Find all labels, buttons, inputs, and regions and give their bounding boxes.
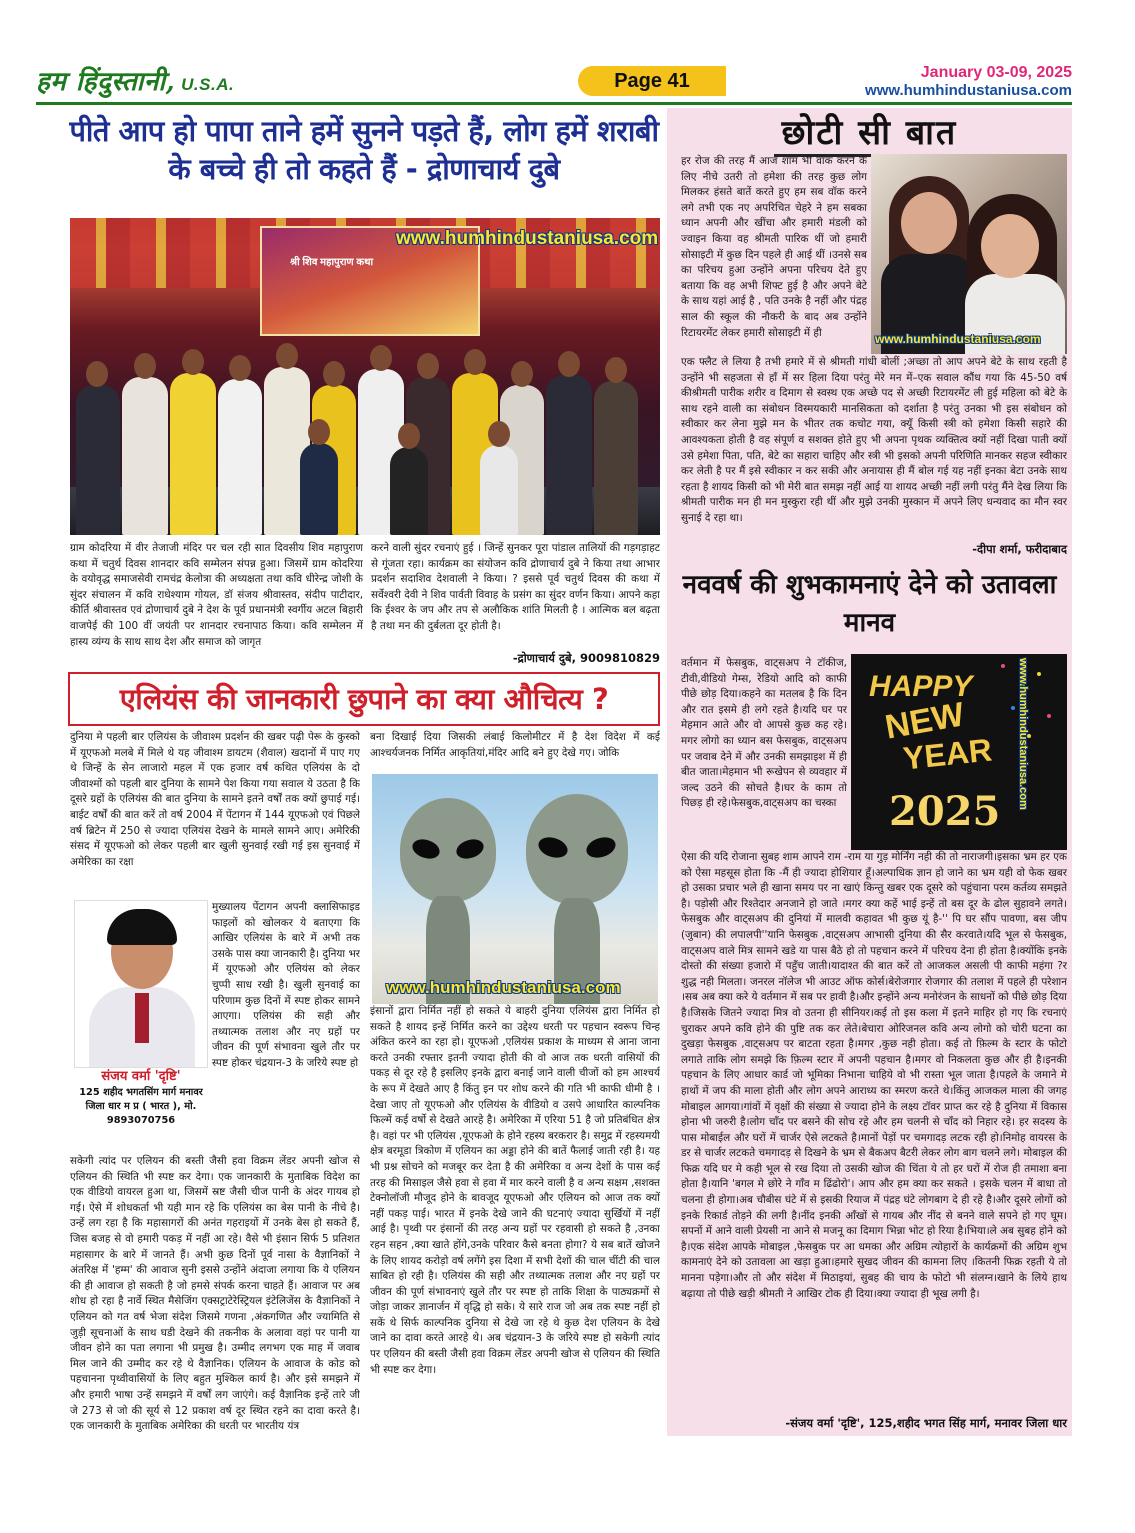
- story1-column-1: ग्राम कोदरिया में वीर तेजाजी मंदिर पर चल रही सात दिवसीय शिव महापुराण कथा में चतुर्थ दिवस शानदार कवि सम्मेलन संपन्न हुआ। जिसमें ग्राम कोदरिया के वयोवृद्ध समाजसेवी रामचंद्र केलोत्रा की अध्यक्षता तथा कवि धीरेन्द्र जोशी के सुंदर संचालन में कवि राधेश्याम गोयल, डॉ संजय श्रीवास्तव, संदीप पाटीदार, कीर्ति श्रीवास्तव एवं द्रोणाचार्य दुबे ने देश के पूर्व प्रधानमंत्री स्वर्गीय अटल बिहारी वाजपेई की 100 वीं जयंती पर शानदार रचनापाठ किया। कवि सम्मेलन में हास्य व्यंग्य के साथ साथ देश और समाज को जागृत: [70, 542, 363, 648]
- page-number-badge: Page 41: [578, 66, 726, 96]
- author-name: संजय वर्मा 'दृष्टि': [101, 1069, 181, 1084]
- year-number: 2025: [889, 788, 1001, 835]
- story1-credit: -द्रोणाचार्य दुबे, 9009810829: [512, 651, 660, 665]
- new-text: NEW: [882, 695, 968, 747]
- story3-text-b: एक फ्लैट ले लिया है तभी हमारे में से श्रीमती गांधी बोलीं ;अच्छा तो आप अपने बेटे के साथ रहती है उन्होंने भी सहजता से हाँ में सर हिला दिया परंतु मेरे मन में–एक सवाल कौंध गया कि 45-50 वर्ष कीश्रीमती पारीक शरीर व दिमाग से स्वस्थ एक अच्छे पद से अच्छी रिटायरमेंट ली हुई महिला को बेटे के साथ रहने वाली का संबोधन विस्मयकारी मानसिकता को दर्शाता है परंतु उनका भी इस संबोधन को स्वीकार कर लेना मुझे मन के भीतर तक कचोट गया, क्यूँ किसी स्त्री को हमेशा किसी सहारे की आवश्यकता होती है वह संपूर्ण व सशक्त होते हुए भी अपना पृथक व्यक्तित्व क्यों नहीं दिखा पाती क्यों उसे हमेशा पिता, पति, बेटे का सहारा चाहिए और स्त्री भी इसको अपनी परिणिति मानकर सहज स्वीकार कर लेती है पर मैं इसे स्वीकार न कर सकी और अनायास ही मैं बोल गई यह नहीं इनका बेटा उनके साथ रहता है शायद किसी को भी मेरी बात समझ नहीं आई या शायद अच्छी नहीं लगी परंतु मैंने देख लिया कि श्रीमती पारीक मन ही मन मुस्कुरा रही थीं और मुझे उनकी मुस्कान में अपने लिए धन्यवाद का मौन स्वर सुनाई दे रहा था।: [681, 356, 1067, 524]
- story3-photo: [871, 154, 1067, 354]
- author-address: 125 शहीद भगतसिंग मार्ग मनावर जिला धार म प्र ( भारत ), मो. 9893070756: [79, 1087, 203, 1126]
- year-text: YEAR: [901, 731, 994, 777]
- happy-new-year-image: [851, 654, 1067, 850]
- photo-watermark: www.humhindustaniusa.com: [396, 228, 659, 249]
- story4-title: नववर्ष की शुभकामनाएं देने को उतावला मानव: [682, 570, 1057, 638]
- crowd: [70, 315, 660, 535]
- story2-column-a: दुनिया मे पहली बार एलियंस के जीवाश्म प्रदर्शन की खबर पढ़ी पेरू के कुस्को में यूएफओ मलबे में मिले थे यह जीवाश्म डायटम (शैवाल) खदानों में पाए गए थे जिन्हें के सेन लाजारो महल में एक हजार वर्ष कथित एलियंस के दो जीवाश्मों को पहली बार दुनिया के सामने पेश किया गया सवाल ये उठता है कि दूसरे ग्रहों के एलियंस की बात दुनिया के सामने इतने वर्षों तक क्यों छुपाई गई। बाईट वर्षों की बात करें तो वर्ष 2004 में पेंटागन में 144 यूएफओ एवं पिछले वर्ष ब्रिटेन में 250 से ज्यादा एलियंस देखने के मामले सामने आए। अमेरिकी संसद में यूएफओ को लेकर पहली बार खुली सुनवाई रखी गई इस सुनवाई में अमेरिका का रक्षा: [70, 731, 360, 868]
- story2-column-c: इंसानों द्वारा निर्मित नहीं हो सकते ये बाहरी दुनिया एलियंस द्वारा निर्मित हो सकते है शायद इन्हें निर्मित करने का उद्देश्य धरती पर पहचान स्वरूप चिन्ह अंकित करने का रहा हो। यूएफओ ,एलियंस प्रकाश के माध्यम से आना जाना करते उनकी रफ्तार इतनी ज्यादा होती की वो आज तक धरती वासियों की पकड़ से दूर रहे है इसलिए इनके द्वारा बनाई जाने वाली चीजों को हम आश्चर्य के रूप में देखते आए है किंतु इन पर शोध करने की गति भी काफी धीमी है । देखा जाए तो यूएफओ और एलियंस के वीडियो व उसपे आधारित काल्पनिक फिल्में कई वर्षो से देखते आरहे है। अमेरिका में एरिया 51 है जो प्रतिबंधित क्षेत्र है। वहां पर भी एलियंस ,यूएफओ के होने रहस्य बरकरार है। समुद्र में रहस्यमयी क्षेत्र बरमूडा त्रिकोण में एलियन का अड्डा होने की बातें फैलाई जाती रही है। यह भी प्रश्न सोचने को मजबूर कर देता है की अमेरिका व अन्य देशों के पास कई तरह की मिसाइल जैसे हवा से हवा में मार करने वाली है व अन्य सक्षम ,सशक्त टेक्नोलॉजी मौजूद होने के बावजूद यूएफओ और एलियन को आज तक क्यों नहीं पकड़ पाई। भारत में इनके देखे जाने की घटनाएं ज्यादा सुर्खियों में नहीं आई है। पृथ्वी पर इंसानों की तरह अन्य ग्रहों पर रहवासी हो सकते है ,उनका रहन सहन ,क्या खाते होंगे,उनके परिवार कैसे बनता होगा? ये सब बातें खोजने के लिए शायद करोड़ो वर्ष लगेंगे इस दिशा में सभी देशों की चाल चींटी की चाल साबित हो रही है। एलियंस की सही और तथ्यात्मक तलाश और नए ग्रहों पर जीवन की पूर्ण संभावनाएं खुले तौर पर स्पष्ट हो ताकि शिक्षा के पाठ्यक्रमों से जोड़ा जाकर ज्ञानार्जन में वृद्धि हो सके। ये सारे राज जो अब तक स्पष्ट नहीं हो सकें थे सिर्फ काल्पनिक दुनिया से देखे जा रहे थे कुछ देश एलियन के देखे जाने का दावा करते आरहे थे। अब चंद्रयान-3 के जरिये स्पष्ट हो सकेगी त्यांद पर एलियन की बस्ती जैसी हवा विक्रम लेंडर अपनी खोज से एलियन की स्थिति भी स्पष्ट कर देगा।: [370, 1005, 660, 1376]
- story2-column-d: सकेगी त्यांद पर एलियन की बस्ती जैसी हवा विक्रम लेंडर अपनी खोज से एलियन की स्थिति भी स्पष्ट कर देगा। एक जानकारी के मुताबिक विदेश का एक वीडियो वायरल हुआ था, जिसमें स्रष्ट जैसी चीज पानी के अंदर गायब हो गई। ऐसे में शोधकर्ता भी यही मान रहे कि एलियंस का बेस पानी के नीचे है। उन्हें लग रहा है कि महासागरों की अनंत गहराइयों में उनके बेस हो सकते हैं, जिस बजह से वो हमारी पकड़ में नहीं आ रहे। वैसे भी इंसान सिर्फ 5 प्रतिशत महासागर के बारे में जानते हैं। अभी कुछ दिनों पूर्व नासा के वैज्ञानिकों ने अंतरिक्ष में 'हम्म' की आवाज सुनी इससे उन्होंने अंदाजा लगाया कि ये एलियन की ही आवाज हो सकती है जो हमसे संपर्क करना चाहते हैं। आवाज पर अब शोध हो रहा है नार्वे स्थित मैसेजिंग एक्सट्राटेरेस्ट्रियल इंटेलिजेंस के वैज्ञानिकों ने एलियन को गत वर्ष भेजा संदेश जिसमे गणना ,अंकगणित और ज्यामिति से जुड़ी सूचनाओं के साथ घडी देखने की तकनीक के अलावा वहां पर पानी या जीवन होने का पता लगाना भी प्रमुख है। उम्मीद लगभग एक माह में जवाब मिल जाने की उम्मीद कर रहे थे वैज्ञानिक। एलियन के आवाज के कोड को पहचानना पृथ्वीवासियों के लिए बहुत मुश्किल कार्य है। और इसे समझने में और हमारी भाषा उन्हें समझने में वर्षों लग जाएंगे। कई वैज्ञानिक इन्हें तारे जी जे 273 से जो की सूर्य से 12 प्रकाश वर्ष दूर स्थित रहने का दावा करते है। एक जानकारी के मुताबिक अमेरिका की धरती पर भारतीय यंत्र: [70, 1155, 360, 1432]
- story2-column-b: बना दिखाई दिया जिसकी लंबाई किलोमीटर में है देश विदेश में कई आश्चर्यजनक निर्मित आकृतियां,मंदिर आदि बने हुए देखे गए। जोकि: [370, 731, 660, 759]
- story1-photo: [70, 218, 660, 535]
- brand-logo: हम हिंदुस्तानी, U.S.A.: [36, 67, 235, 97]
- photo-watermark: www.humhindustaniusa.com: [386, 978, 621, 997]
- author-photo: [74, 900, 208, 1068]
- right-column: [667, 108, 1072, 1436]
- story1-column-2: करने वाली सुंदर रचनाएं हुई । जिन्हें सुनकर पूरा पांडाल तालियों की गड़गड़ाहट से गूंजता रहा। कार्यक्रम का संयोजन कवि द्रोणाचार्य दुबे ने किया तथा आभार प्रदर्शन सदाशिव देशवाली ने किया। ? इससे पूर्व चतुर्थ दिवस की कथा में सर्वेश्वरी देवी ने शिव पार्वती विवाह के प्रसंग का सुंदर वर्णन किया। आपने कहा कि ईश्वर के जप और तप से अलौकिक शांति मिलती है । आत्मिक बल बढ़ता है तथा मन की दुर्बलता दूर होती है।: [371, 542, 660, 632]
- photo-watermark: www.humhindustaniusa.com: [875, 332, 1041, 346]
- alien-figure-right: [518, 794, 636, 1004]
- story2-side-column: मुख्यालय पेंटागन अपनी क्लासिफाइड फाइलों को खोलकर ये बताएगा कि आखिर एलियंस के बारे में अभी तक उसके पास क्या जानकारी है। दुनिया भर में यूएफओ और एलियंस को लेकर चुप्पी साध रखी है। खुली सुनवाई का परिणाम कुछ दिनों में स्पष्ट होकर सामने आएगा। एलियंस की सही और तथ्यात्मक तलाश और नए ग्रहों पर जीवन की पूर्ण संभावना खुले तौर पर स्पष्ट होकर चंद्रयान-3 के जरिये स्पष्ट हो: [212, 901, 360, 1069]
- story4-text-a: वर्तमान में फेसबुक, वाट्सअप ने टॉकीज, टीवी,वीडियो गेम्स, रेडियो आदि को काफी पीछे छोड़ दिया।कहने का मतलब है कि दिन और रात इसमे ही लगे रहते है।यदि घर पर मेहमान आते और वो आपसे कुछ कह रहे।मगर लोगो का ध्यान बस फेसबुक, वाट्सअप पर जवाब देने में और उनकी समझाइश में ही बीत जाता।मेहमान भी रूखेपन से व्यवहार में जल्द उठने की सोचते है।घर के काम तो पिछड़ ही रहे।फेसबुक,वाट्सअप का चस्का: [681, 657, 847, 810]
- story2-headline: एलियंस की जानकारी छुपाने का क्या औचित्य ?: [68, 672, 660, 726]
- happy-text: HAPPY: [869, 670, 973, 703]
- story3-title: छोटी सी बात: [667, 112, 1072, 157]
- story3-text-a: हर रोज की तरह मैं आज शाम भी वॉक करने के लिए नीचे उतरी तो हमेशा की तरह कुछ लोग मिलकर हंसते बातें करते हुए हम सब वॉक करने लगे तभी एक नए अपरिचित चेहरे ने हम सबका ध्यान अपनी और खींचा और हमारी मंडली को ज्वाइन किया वह श्रीमती पारिक थीं जो हमारी सोसाइटी में कुछ दिन पहले ही आई थीं ।उनसे सब का परिचय हुआ उन्होंने अपना परिचय देते हुए बताया कि वह अभी शिफ्ट हुई है और अपने बेटे के साथ यहां आई है , पति उनके है नहीं और पंद्रह साल की स्कूल की नौकरी के बाद अब उन्होंने रिटायरमेंट लेकर हमारी सोसाइटी में ही: [681, 155, 867, 339]
- author-byline: [74, 1068, 208, 1154]
- story3-credit: -दीपा शर्मा, फरीदाबाद: [972, 542, 1067, 556]
- story4-credit: -संजय वर्मा 'दृष्टि', 125,शहीद भगत सिंह मार्ग, मनावर जिला धार: [785, 1416, 1067, 1430]
- story4-text-b: ऐसा की यदि रोजाना सुबह शाम आपने राम -राम या गुड़ मोर्निंग नही की तो नाराजगी।इसका भ्रम हर एक को ऐसा महसूस होता कि -मैं ही ज्यादा होशियार हूँ।अल्पाधिक ज्ञान हो जाने का भ्रम यही वो फेक खबर हो उसका प्रचार भले ही खाना समय पर ना खाएं किन्तु खबर एक दूसरे को पहुंचाना परम कर्तव्य समझते है। पड़ोसी और रिश्तेदार अनजाने हो जाते ।मगर क्या कहें भाई इन्हें तो बस दूर के ढोल सुहावने लगते।फेसबुक और वाट्सअप की दुनियां में मालवी कहावत भी कुछ यूं है-'' पि घर सौंप पावणा, बस जीप (जुबान) की लपालपी''यानि फेसबुक ,वाट्सअप आभासी दुनिया की सैर करवाते।यदि भूल से फेसबुक, वाट्सअप वाले मित्र सामने खडे या पास बैठे हो तो पहचान करने में परिचय देना ही होता है।क्योंकि इनके दोस्तो की संख्या हजारो में पहुँच जाती।यादाश्त की बात करें तो आजकल असली पी काफी महंगा ?र शुद्ध नही मिलता। जनरल नॉलेज भी आउट ऑफ कोर्स।बेरोजगार रोजगार की तलाश में पहले ही परेशान ।सब अब क्या करे ये वर्तमान में सब पर हावी है।और इन्होंने अन्य मनोरंजन के साधनों को पीछे छोड़ दिया है।जिसके जितने ज्यादा मित्र वो उतना ही सीनियर।कई तो इस कला में इतने माहिर हो गए कि रचनाएं चुराकर अपने कवि होने की पुष्टि तक कर लेते।बेचारा ओरिजनल कवि अन्य लोगो को चोरी घटना का दुखड़ा फेसबुक ,वाट्सअप पर बाटता रहता है।मगर ,कुछ नही होता। कई तो फ़िल्म के स्टार के फोटो लगाते ताकि लोग समझे कि फ़िल्म स्टार में अपनी पहचान है।मगर वो निकलता कुछ और ही है।इनकी पहचान के लिए आधार कार्ड जो भूमिका निभाना चाहिये वो भी रास्ता भूल जाता है।पहले के जमाने मे हाथों में जप की माला होती और लोग अपने आराध्य का स्मरण करते थे।किंतु आजकल माला की जगह मोबाइल आगया।गांवों में वृक्षों की संख्या से ज्यादा होने के लक्ष्य टॉवर प्राप्त कर रहे है दुनिया में विकास होना भी जरुरी है।लोग चाँद पर बसने की सोच रहे और हम चलनी से चाँद को निहार रहे। हर सदस्य के पास मोबाईल और घरों में चार्जर ऐसे लटकते है।मानों पेड़ों पर चमगादड़ लटक रही हो।निमोह वायरस के डर से चार्जर लटकते चमगादड़ से दिखने के भ्रम से बैकअप बैटरी लेकर लोग बाग चलने लगे। मोबाइल की फिक्र यदि घर मे कही भूल से रख दिया तो उसकी खोज की चिंता ये तो हर घरों में रोज ही तमाशा बना होता है।यानि 'बगल मे छोरे ने गाँव म ढिंढोरो'। आप और हम क्या कर सकते । इसके चलन में बाधा तो चलना ही होगा।अब चौबीस घंटे में से इसकी रियाज में पंद्रह घंटे लोगबाग दे ही रहे है।और दूसरे लोगों को इनके रिकार्ड तोड़ने की लगी है।नींद इनकी आँखों से गायब और नींद से बनने वाले सपने हो गए घूम।सपनों में आने वाली प्रेयसी ना आने से मजनू का दिमाग भिन्ना भोट हो रिया है।भिया।ले अब सुबह होने को है।एक संदेश आपके मोबाइल ,फेसबुक पर आ धमका और अग्रिम त्योहारों के कार्यक्रमों की अग्रिम शुभ कामनाएं देने को उतावला आ खड़ा हुआ।हमारे सुखद जीवन की कामना लिए ।कितनी फिक्र रहती ये तो मानना पड़ेगा।और तो और संदेश में मिठाइयां, सुबह की चाय के फोटो भी संलग्न।खाने के लिये हाथ बढ़ाया तो पीछे खड़ी श्रीमती ने आखिर टोक ही दिया।क्या ज्यादा ही भूख लगी है।: [681, 851, 1067, 1300]
- masthead: [36, 62, 1072, 100]
- header-rule: [36, 102, 1072, 105]
- aliens-photo: [372, 774, 658, 1004]
- website-link[interactable]: www.humhindustaniusa.com: [865, 82, 1072, 99]
- banner-text: श्री शिव महापुराण कथा: [290, 257, 374, 268]
- story1-headline: पीते आप हो पापा ताने हमें सुनने पड़ते हैं, लोग हमें शराबी के बच्चे ही तो कहते हैं - द्रोणाचार्य दुबे: [69, 114, 659, 186]
- alien-figure-left: [394, 798, 504, 1004]
- photo-watermark: www.humhindustaniusa.com: [1017, 658, 1029, 810]
- issue-date: January 03-09, 2025: [920, 64, 1072, 81]
